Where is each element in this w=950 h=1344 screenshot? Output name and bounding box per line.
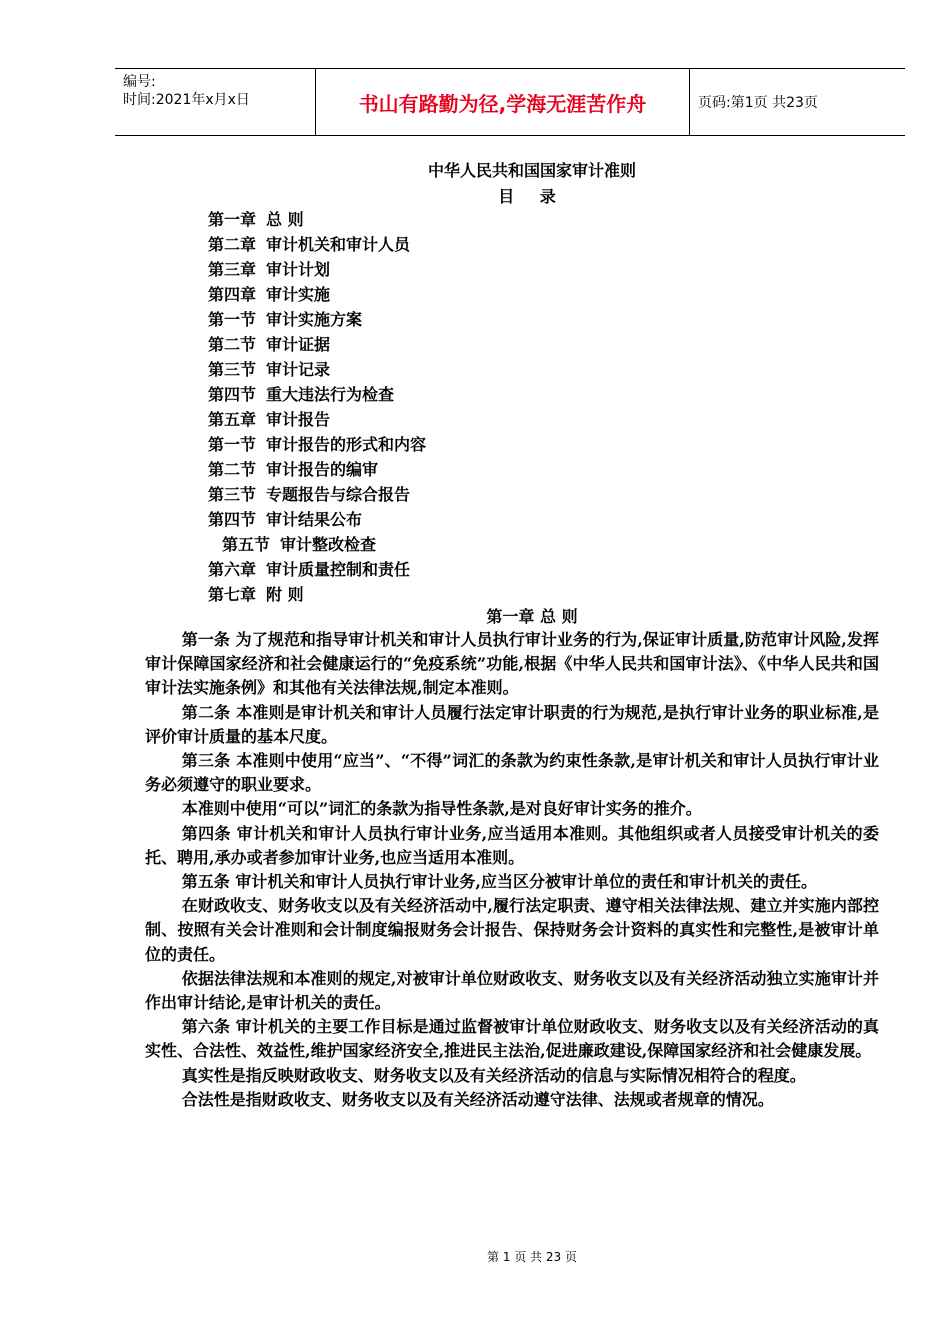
toc-item-number: 第五节 (222, 535, 271, 554)
toc-item (208, 382, 708, 407)
toc-item-number: 第五章 (208, 410, 257, 429)
toc-item-text: 审计报告 (266, 410, 331, 429)
toc-item (208, 207, 708, 232)
toc-item (208, 532, 708, 557)
toc-item-text: 附 则 (266, 585, 304, 604)
toc-item-number: 第四节 (208, 385, 257, 404)
toc-item-number: 第三节 (208, 485, 257, 504)
toc-item (208, 332, 708, 357)
header-motto: 书山有路勤为径,学海无涯苦作舟 (358, 91, 647, 116)
body-paragraph: 第三条 本准则中使用“应当”、“不得”词汇的条款为约束性条款,是审计机关和审计人员执行审计业务必须遵守的职业要求。 (145, 751, 879, 795)
toc-heading: 目 录 (498, 187, 566, 206)
toc-item-number: 第一节 (208, 435, 257, 454)
toc-item-number: 第三章 (208, 260, 257, 279)
body-paragraph: 合法性是指财政收支、财务收支以及有关经济活动遵守法律、法规或者规章的情况。 (181, 1089, 774, 1109)
body-paragraph: 在财政收支、财务收支以及有关经济活动中,履行法定职责、遵守相关法律法规、建立并实施内部控制、按照有关会计准则和会计制度编报财务会计报告、保持财务会计资料的真实性和完整性,是被审计单位的责任。 (145, 896, 879, 964)
toc-item-number: 第四节 (208, 510, 257, 529)
toc-item-text: 审计整改检查 (280, 535, 377, 554)
body-paragraph: 第六条 审计机关的主要工作目标是通过监督被审计单位财政收支、财务收支以及有关经济活动的真实性、合法性、效益性,维护国家经济安全,推进民主法治,促进廉政建设,保障国家经济和社会健康发展。 (145, 1017, 879, 1061)
toc-item (208, 432, 708, 457)
table-of-contents (208, 207, 708, 607)
toc-item-number: 第三节 (208, 360, 257, 379)
toc-item (208, 232, 708, 257)
body-paragraph: 第一条 为了规范和指导审计机关和审计人员执行审计业务的行为,保证审计质量,防范审计风险,发挥审计保障国家经济和社会健康运行的“免疫系统”功能,根据《中华人民共和国审计法》、《中华人民共和国审计法实施条例》和其他有关法律法规,制定本准则。 (145, 630, 879, 698)
toc-item (208, 282, 708, 307)
toc-item-number: 第二节 (208, 460, 257, 479)
toc-item-number: 第一章 (208, 210, 257, 229)
toc-item (208, 507, 708, 532)
header-time-label: 时间:2021年x月x日 (123, 92, 250, 108)
toc-item (208, 257, 708, 282)
toc-item (208, 357, 708, 382)
toc-item-text: 总 则 (266, 210, 304, 229)
toc-item-text: 重大违法行为检查 (266, 385, 395, 404)
body-paragraph: 第四条 审计机关和审计人员执行审计业务,应当适用本准则。其他组织或者人员接受审计机关的委托、聘用,承办或者参加审计业务,也应当适用本准则。 (145, 823, 879, 867)
body-paragraph: 依据法律法规和本准则的规定,对被审计单位财政收支、财务收支以及有关经济活动独立实施审计并作出审计结论,是审计机关的责任。 (145, 968, 879, 1013)
page-footer: 第 1 页 共 23 页 (487, 1250, 577, 1264)
header-page-info: 页码:第1页 共23页 (698, 95, 818, 111)
header-motto-cell (316, 69, 690, 135)
toc-item-text: 专题报告与综合报告 (266, 485, 411, 504)
header-number-label: 编号: (123, 74, 156, 90)
toc-item-number: 第一节 (208, 310, 257, 329)
toc-item-text: 审计证据 (266, 335, 331, 354)
toc-item-number: 第七章 (208, 585, 257, 604)
body-paragraph: 真实性是指反映财政收支、财务收支以及有关经济活动的信息与实际情况相符合的程度。 (181, 1065, 806, 1085)
header-meta (115, 69, 316, 135)
toc-item (208, 557, 708, 582)
toc-item-text: 审计质量控制和责任 (266, 560, 411, 579)
toc-item (208, 482, 708, 507)
body-paragraph: 本准则中使用“可以”词汇的条款为指导性条款,是对良好审计实务的推介。 (181, 799, 702, 819)
toc-item (208, 457, 708, 482)
toc-item-number: 第二章 (208, 235, 257, 254)
chapter-heading: 第一章 总 则 (486, 607, 578, 626)
toc-item-text: 审计报告的编审 (266, 460, 379, 479)
body-paragraph: 第二条 本准则是审计机关和审计人员履行法定审计职责的行为规范,是执行审计业务的职业标准,是评价审计质量的基本尺度。 (145, 702, 879, 746)
toc-item-number: 第二节 (208, 335, 257, 354)
page-header (115, 68, 905, 136)
toc-item (208, 407, 708, 432)
toc-item-text: 审计报告的形式和内容 (266, 435, 427, 454)
toc-item-number: 第四章 (208, 285, 257, 304)
toc-item-text: 审计结果公布 (266, 510, 363, 529)
document-body (145, 628, 879, 1112)
toc-item-text: 审计实施方案 (266, 310, 363, 329)
toc-item-number: 第六章 (208, 560, 257, 579)
toc-item-text: 审计机关和审计人员 (266, 235, 411, 254)
toc-item-text: 审计实施 (266, 285, 331, 304)
toc-item (208, 307, 708, 332)
document-title: 中华人民共和国国家审计准则 (427, 161, 636, 180)
toc-item-text: 审计计划 (266, 260, 331, 279)
body-paragraph: 第五条 审计机关和审计人员执行审计业务,应当区分被审计单位的责任和审计机关的责任。 (181, 872, 817, 892)
toc-item-text: 审计记录 (266, 360, 331, 379)
